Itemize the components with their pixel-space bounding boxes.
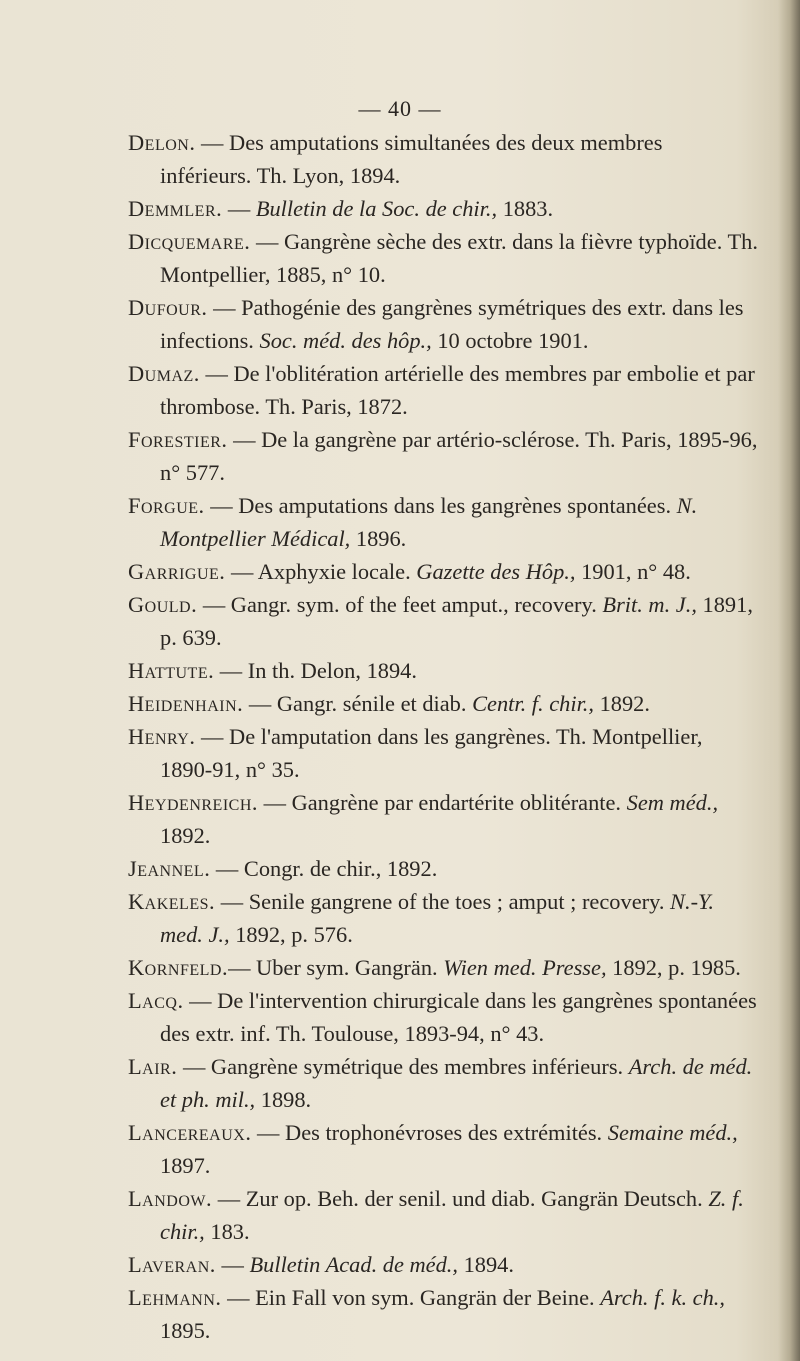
entry-journal-title: Bulletin Acad. de méd., xyxy=(249,1252,458,1277)
entry-text: — De l'amputation dans les gangrènes. Th. Montpellier, 1890-91, n° 35. xyxy=(160,724,703,782)
entry-author: Landow. xyxy=(128,1186,213,1211)
entry-author: Lancereaux. xyxy=(128,1120,252,1145)
bibliography-entry xyxy=(128,423,758,489)
entry-author: Kakeles. xyxy=(128,889,216,914)
entry-journal-title: Gazette des Hôp., xyxy=(416,559,576,584)
bibliography-entry xyxy=(128,687,758,720)
bibliography-entry xyxy=(128,357,758,423)
entry-text: — De l'oblitération artérielle des membres par embolie et par thrombose. Th. Paris, 1872. xyxy=(160,361,755,419)
entry-author: Delon. xyxy=(128,130,196,155)
entry-text: — In th. Delon, 1894. xyxy=(214,658,417,683)
entry-author: Dicquemare. xyxy=(128,229,251,254)
bibliography-entry xyxy=(128,1182,758,1248)
entry-author: Dumaz. xyxy=(128,361,200,386)
entry-text: 1892, p. 1985. xyxy=(606,955,741,980)
entry-author: Jeannel. xyxy=(128,856,211,881)
entry-text: — xyxy=(222,196,256,221)
entry-text: 1892. xyxy=(594,691,650,716)
entry-author: Laveran. xyxy=(128,1252,216,1277)
bibliography-entry xyxy=(128,225,758,291)
page-number: — 40 — xyxy=(358,96,442,121)
bibliography-entry xyxy=(128,291,758,357)
entry-text: — Axphyxie locale. xyxy=(225,559,417,584)
entry-journal-title: Soc. méd. des hôp., xyxy=(259,328,432,353)
entry-author: Demmler. xyxy=(128,196,223,221)
entry-text: 1895. xyxy=(160,1318,211,1343)
entry-text: 1894. xyxy=(458,1252,514,1277)
entry-journal-title: Arch. f. k. ch., xyxy=(600,1285,725,1310)
entry-journal-title: Centr. f. chir., xyxy=(472,691,594,716)
entry-text: — De l'intervention chirurgicale dans les gangrènes spontanées des extr. inf. Th. Toulouse, 1893-94, n° 43. xyxy=(160,988,757,1046)
bibliography-list xyxy=(128,126,758,1347)
entry-text: 1891, p. 639. xyxy=(160,592,753,650)
entry-text: — Gangrène sèche des extr. dans la fièvre typhoïde. Th. Montpellier, 1885, n° 10. xyxy=(160,229,758,287)
entry-author: Kornfeld. xyxy=(128,955,229,980)
entry-text: — Gangrène par endartérite oblitérante. xyxy=(257,790,627,815)
bibliography-entry xyxy=(128,984,758,1050)
entry-author: Heydenreich. xyxy=(128,790,258,815)
page-edge-shadow xyxy=(778,0,800,1361)
entry-author: Heidenhain. xyxy=(128,691,244,716)
entry-text: — De la gangrène par artério-sclérose. Th. Paris, 1895-96, n° 577. xyxy=(160,427,758,485)
bibliography-entry xyxy=(128,555,758,588)
entry-journal-title: N. Montpellier Médical, xyxy=(160,493,698,551)
entry-author: Lehmann. xyxy=(128,1285,222,1310)
bibliography-entry xyxy=(128,951,758,984)
entry-journal-title: Semaine méd., xyxy=(607,1120,738,1145)
entry-author: Forgue. xyxy=(128,493,205,518)
entry-author: Dufour. xyxy=(128,295,208,320)
bibliography-entry xyxy=(128,885,758,951)
bibliography-entry xyxy=(128,126,758,192)
entry-text: — Congr. de chir., 1892. xyxy=(210,856,438,881)
entry-text: — Gangrène symétrique des membres inférieurs. xyxy=(177,1054,629,1079)
entry-text: 1892, p. 576. xyxy=(229,922,353,947)
entry-text: 1896. xyxy=(350,526,407,551)
bibliography-entry xyxy=(128,654,758,687)
entry-author: Gould. xyxy=(128,592,198,617)
entry-journal-title: Sem méd., xyxy=(626,790,719,815)
entry-text: 1892. xyxy=(160,823,211,848)
bibliography-entry xyxy=(128,852,758,885)
bibliography-entry xyxy=(128,720,758,786)
entry-author: Forestier. xyxy=(128,427,228,452)
entry-author: Garrigue. xyxy=(128,559,226,584)
entry-text: — Pathogénie des gangrènes symétriques des extr. dans les infections. xyxy=(160,295,744,353)
bibliography-entry xyxy=(128,1248,758,1281)
entry-text: — Des amputations simultanées des deux membres inférieurs. Th. Lyon, 1894. xyxy=(160,130,663,188)
entry-text: 1901, n° 48. xyxy=(575,559,691,584)
entry-author: Henry. xyxy=(128,724,196,749)
entry-text: 1897. xyxy=(160,1153,211,1178)
entry-text: 1898. xyxy=(255,1087,312,1112)
entry-journal-title: Brit. m. J., xyxy=(602,592,697,617)
bibliography-entry xyxy=(128,786,758,852)
entry-author: Lair. xyxy=(128,1054,178,1079)
entry-text: 183. xyxy=(204,1219,250,1244)
bibliography-entry xyxy=(128,1281,758,1347)
bibliography-entry xyxy=(128,1116,758,1182)
bibliography-entry xyxy=(128,1050,758,1116)
entry-text: — Des trophonévroses des extrémités. xyxy=(251,1120,608,1145)
entry-journal-title: Wien med. Presse, xyxy=(443,955,607,980)
entry-text: 10 octobre 1901. xyxy=(431,328,589,353)
entry-journal-title: Arch. de méd. et ph. mil., xyxy=(160,1054,753,1112)
bibliography-entry xyxy=(128,192,758,225)
entry-author: Hattute. xyxy=(128,658,215,683)
entry-text: — Ein Fall von sym. Gangrän der Beine. xyxy=(221,1285,601,1310)
entry-text: — Des amputations dans les gangrènes spontanées. xyxy=(204,493,677,518)
entry-text: — xyxy=(215,1252,250,1277)
bibliography-entry xyxy=(128,588,758,654)
entry-journal-title: Z. f. chir., xyxy=(160,1186,744,1244)
entry-text: — Zur op. Beh. der senil. und diab. Gangrän Deutsch. xyxy=(212,1186,709,1211)
entry-text: — Senile gangrene of the toes ; amput ; recovery. xyxy=(215,889,671,914)
entry-text: — Uber sym. Gangrän. xyxy=(228,955,444,980)
entry-text: — Gangr. sénile et diab. xyxy=(243,691,473,716)
entry-text: 1883. xyxy=(497,196,554,221)
entry-author: Lacq. xyxy=(128,988,184,1013)
entry-journal-title: N.-Y. med. J., xyxy=(160,889,715,947)
entry-journal-title: Bulletin de la Soc. de chir., xyxy=(255,196,498,221)
entry-text: — Gangr. sym. of the feet amput., recovery. xyxy=(197,592,603,617)
bibliography-entry xyxy=(128,489,758,555)
